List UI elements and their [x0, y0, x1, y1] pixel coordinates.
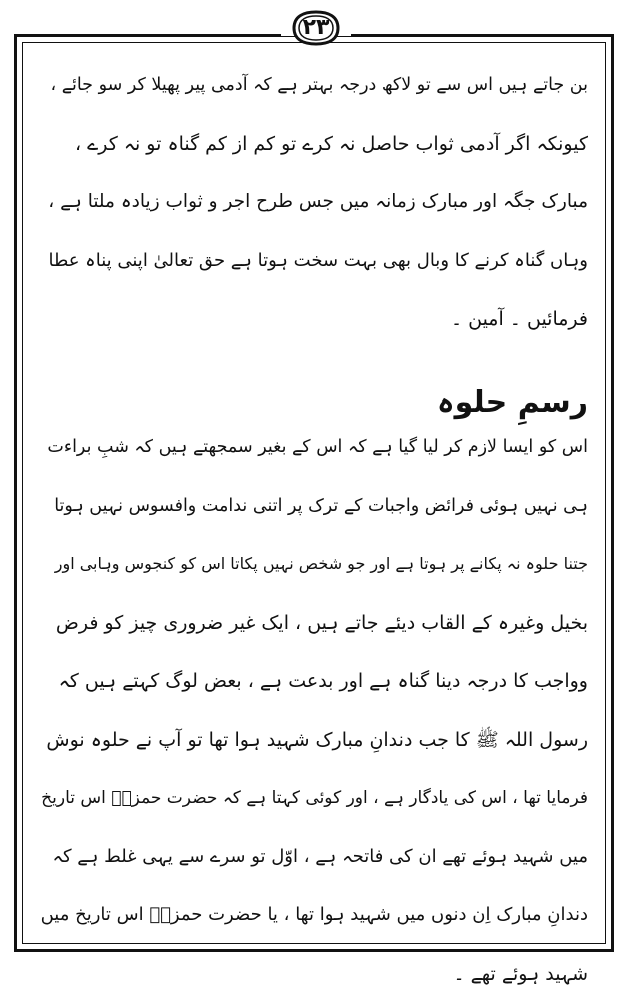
text-line: میں شہید ہوئے تھے ان کی فاتحہ ہے ، اوّل تو سرے سے یہی غلط ہے کہ [40, 828, 588, 887]
text-line: اس کو ایسا لازم کر لیا گیا ہے کہ اس کے بغیر سمجھتے ہیں کہ شبِ براءت [40, 418, 588, 477]
text-line: دندانِ مبارک اِن دنوں میں شہید ہوا تھا ، یا حضرت حمزہؓ اس تاریخ میں [40, 886, 588, 945]
text-line: کیونکہ اگر آدمی ثواب حاصل نہ کرے تو کم از کم گناہ تو نہ کرے ، [40, 115, 588, 174]
page-number: ۲۳ [303, 17, 330, 39]
section-heading: رسمِ حلوہ [40, 372, 588, 434]
text-line: بن جاتے ہیں اس سے تو لاکھ درجہ بہتر ہے کہ آدمی پیر پھیلا کر سو جائے ، [40, 56, 588, 115]
text-line: بخیل وغیرہ کے القاب دیئے جاتے ہیں ، ایک غیر ضروری چیز کو فرض [40, 594, 588, 653]
page-number-badge [280, 8, 352, 48]
text-line: وواجب کا درجہ دینا گناہ ہے اور بدعت ہے ، بعض لوگ کہتے ہیں کہ [40, 652, 588, 711]
text-line: ہی نہیں ہوئی فرائض واجبات کے ترک پر اتنی ندامت وافسوس نہیں ہوتا [40, 477, 588, 536]
text-line: شہید ہوئے تھے ۔ [40, 945, 588, 1003]
text-line: وہاں گناہ کرنے کا وبال بھی بہت سخت ہوتا ہے حق تعالیٰ اپنی پناہ عطا [40, 232, 588, 291]
text-line: فرمائیں ۔ آمین ۔ [40, 290, 588, 349]
paragraph-halwa [40, 418, 588, 1003]
text-line: رسول اللہ ﷺ کا جب دندانِ مبارک شہید ہوا تھا تو آپ نے حلوہ نوش [40, 711, 588, 770]
text-line: مبارک جگہ اور مبارک زمانہ میں جس طرح اجر و ثواب زیادہ ملتا ہے ، [40, 173, 588, 232]
text-line: جتنا حلوہ نہ پکانے پر ہوتا ہے اور جو شخص نہیں پکاتا اس کو کنجوس وہابی اور [40, 535, 588, 594]
paragraph-continuation [40, 56, 588, 349]
text-line: فرمایا تھا ، اس کی یادگار ہے ، اور کوئی کہتا ہے کہ حضرت حمزہؓ اس تاریخ [40, 769, 588, 828]
